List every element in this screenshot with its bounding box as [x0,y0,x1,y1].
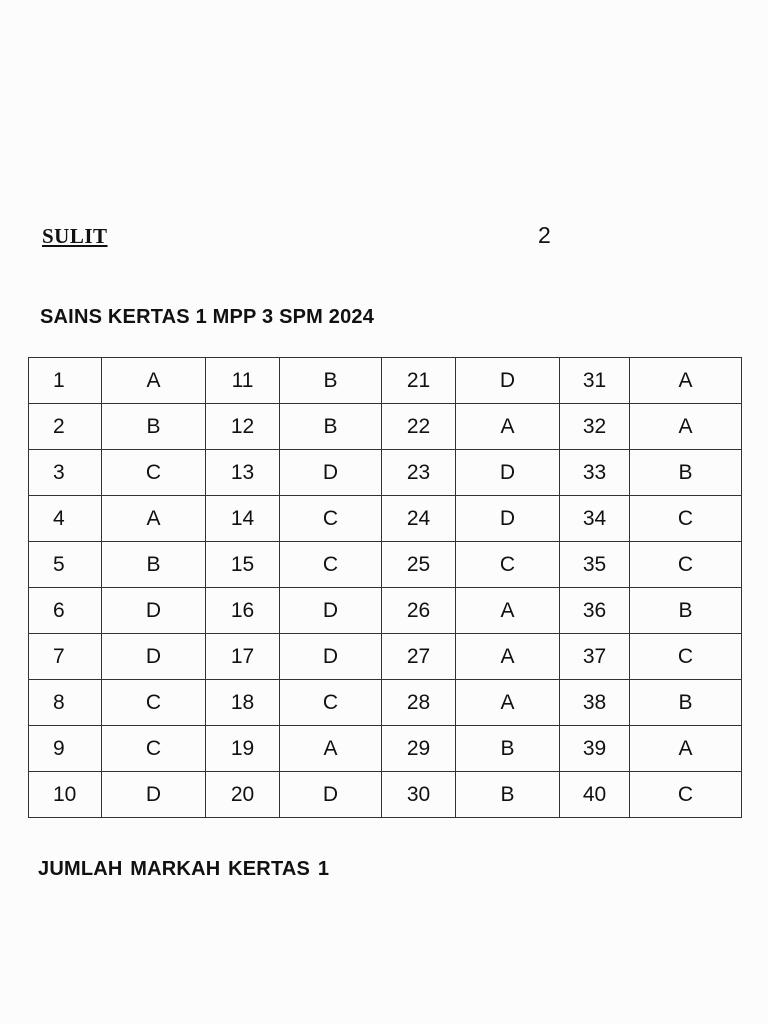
answer-letter: B [456,726,560,772]
answer-letter: C [102,726,206,772]
table-row [29,680,742,726]
table-row [29,634,742,680]
question-number: 38 [560,680,630,726]
answer-letter: D [280,588,382,634]
answer-letter: C [456,542,560,588]
question-number: 15 [206,542,280,588]
answer-letter: D [280,634,382,680]
answer-letter: B [280,404,382,450]
answer-letter: A [456,680,560,726]
table-row [29,726,742,772]
answer-letter: A [630,726,742,772]
question-number: 13 [206,450,280,496]
answer-letter: B [456,772,560,818]
answer-letter: B [630,450,742,496]
question-number: 16 [206,588,280,634]
answer-key-table [28,357,742,818]
answer-letter: B [102,404,206,450]
total-marks-label: JUMLAH MARKAH KERTAS 1 [38,858,330,880]
answer-letter: C [630,496,742,542]
question-number: 19 [206,726,280,772]
question-number: 40 [560,772,630,818]
classification-label: SULIT [42,224,108,248]
question-number: 22 [382,404,456,450]
question-number: 17 [206,634,280,680]
answer-letter: B [630,680,742,726]
question-number: 30 [382,772,456,818]
answer-key-body [29,358,742,818]
table-row [29,542,742,588]
question-number: 29 [382,726,456,772]
answer-letter: C [280,542,382,588]
answer-letter: C [280,680,382,726]
question-number: 39 [560,726,630,772]
answer-letter: B [280,358,382,404]
answer-letter: D [280,772,382,818]
question-number: 2 [29,404,102,450]
table-row [29,588,742,634]
table-row [29,772,742,818]
answer-letter: A [456,588,560,634]
question-number: 27 [382,634,456,680]
question-number: 35 [560,542,630,588]
question-number: 11 [206,358,280,404]
table-row [29,358,742,404]
question-number: 7 [29,634,102,680]
question-number: 24 [382,496,456,542]
question-number: 10 [29,772,102,818]
question-number: 4 [29,496,102,542]
question-number: 3 [29,450,102,496]
answer-letter: C [630,542,742,588]
question-number: 32 [560,404,630,450]
answer-letter: D [102,588,206,634]
answer-letter: B [102,542,206,588]
page-title: SAINS KERTAS 1 MPP 3 SPM 2024 [40,306,375,328]
question-number: 14 [206,496,280,542]
answer-letter: C [630,772,742,818]
question-number: 26 [382,588,456,634]
answer-letter: D [456,496,560,542]
table-row [29,404,742,450]
answer-letter: C [630,634,742,680]
question-number: 18 [206,680,280,726]
question-number: 33 [560,450,630,496]
answer-letter: D [280,450,382,496]
answer-letter: D [102,772,206,818]
answer-letter: A [456,404,560,450]
question-number: 21 [382,358,456,404]
question-number: 1 [29,358,102,404]
question-number: 20 [206,772,280,818]
question-number: 34 [560,496,630,542]
question-number: 31 [560,358,630,404]
answer-letter: B [630,588,742,634]
question-number: 12 [206,404,280,450]
question-number: 9 [29,726,102,772]
question-number: 5 [29,542,102,588]
answer-letter: A [630,404,742,450]
answer-letter: C [102,450,206,496]
table-row [29,450,742,496]
answer-letter: A [630,358,742,404]
answer-letter: A [102,496,206,542]
answer-letter: A [456,634,560,680]
question-number: 8 [29,680,102,726]
answer-letter: A [102,358,206,404]
answer-letter: C [280,496,382,542]
answer-letter: D [456,358,560,404]
question-number: 23 [382,450,456,496]
table-row [29,496,742,542]
answer-letter: D [456,450,560,496]
answer-letter: A [280,726,382,772]
question-number: 25 [382,542,456,588]
question-number: 6 [29,588,102,634]
question-number: 28 [382,680,456,726]
answer-letter: C [102,680,206,726]
question-number: 37 [560,634,630,680]
page-number: 2 [538,222,551,248]
answer-letter: D [102,634,206,680]
question-number: 36 [560,588,630,634]
